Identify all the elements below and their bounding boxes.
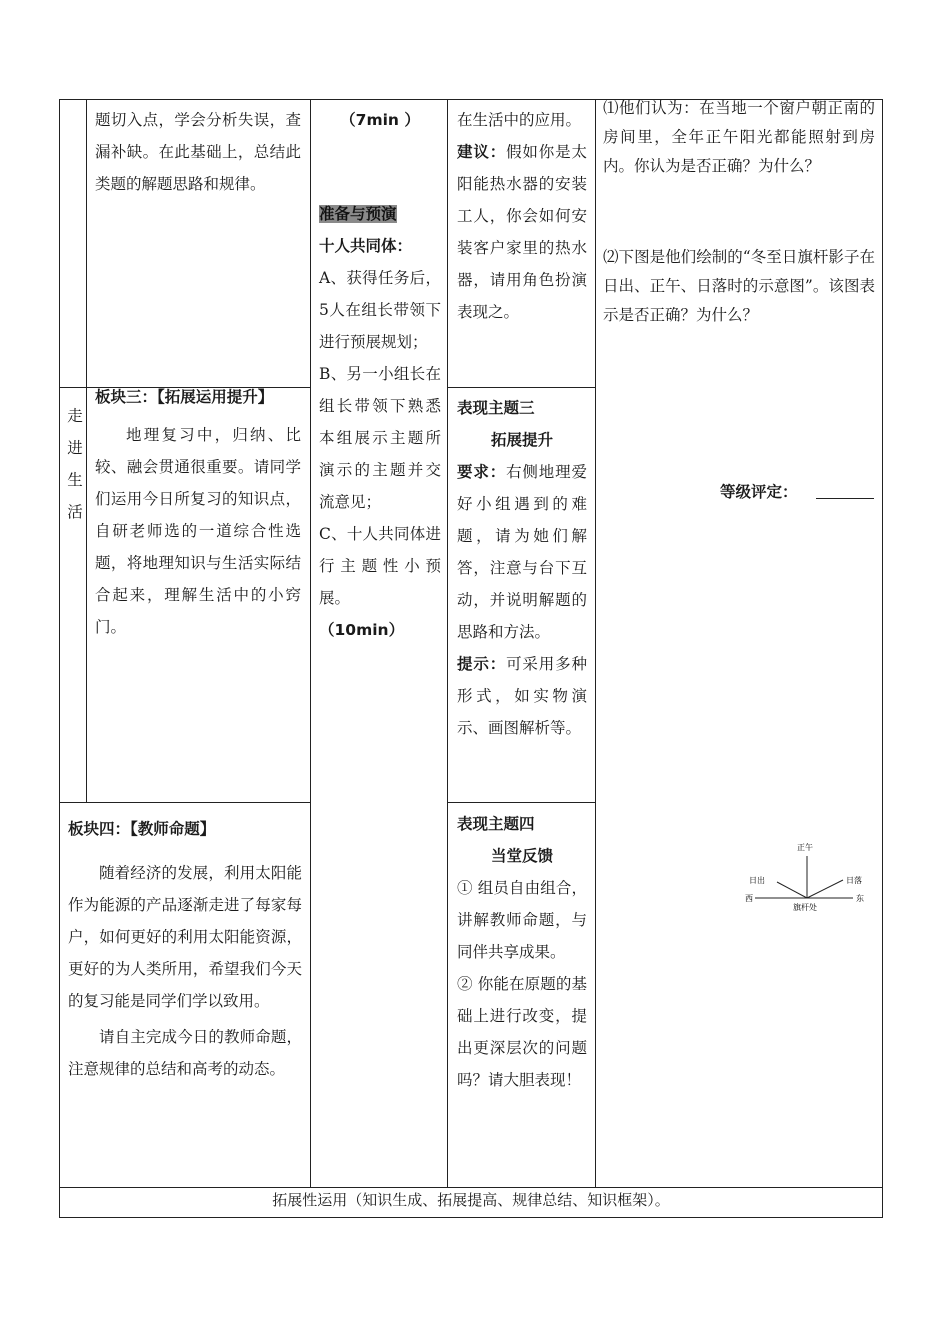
theme3-title: 表现主题三 — [457, 399, 535, 417]
block3-title: 板块三：【拓展运用提升】 — [95, 388, 274, 406]
side-label-char: 活 — [67, 503, 83, 521]
item-b: B、另一小组长在组长带领下熟悉本组展示主题所演示的主题并交流意见； — [319, 365, 441, 511]
east-label: 东 — [856, 894, 864, 903]
sunset-label: 日落 — [846, 876, 862, 885]
intro-text: 题切入点，学会分析失误，查漏补缺。在此基础上，总结此类题的解题思路和规律。 — [95, 111, 301, 193]
side-label-char: 走 — [67, 407, 83, 425]
col4-cell — [603, 94, 875, 330]
row-divider-block4 — [59, 802, 310, 803]
row-divider-theme4 — [447, 802, 595, 803]
table-right-border — [882, 99, 883, 1217]
sunset-shadow-line — [807, 880, 843, 898]
theme4-cell — [457, 808, 587, 1096]
feedback-item-1: ① 组员自由组合，讲解教师命题，与同伴共享成果。 — [457, 879, 587, 961]
prep-title: 准备与预演 — [319, 205, 397, 223]
side-label — [60, 400, 90, 528]
theme4-title: 表现主题四 — [457, 815, 535, 833]
row-divider-theme3 — [447, 387, 595, 388]
theme4-subtitle: 当堂反馈 — [490, 847, 553, 865]
block4-title: 板块四：【教师命题】 — [68, 820, 216, 838]
hint-label: 提示： — [457, 655, 507, 673]
footer-row: 拓展性运用（知识生成、拓展提高、规律总结、知识框架）。 — [272, 1191, 670, 1209]
block3-text: 地理复习中，归纳、比较、融会贯通很重要。请同学们运用今日所复习的知识点，自研老师选的一道综合性选题，将地理知识与生活实际结合起来，理解生活中的小窍门。 — [95, 426, 301, 636]
question-2: ⑵下图是他们绘制的“冬至日旗杆影子在日出、正午、日落时的示意图”。该图表示是否正确？为什么？ — [603, 248, 875, 324]
col3-top-cell — [457, 104, 587, 328]
requirement-label: 要求： — [457, 463, 507, 481]
side-label-char: 生 — [67, 471, 83, 489]
side-label-char: 进 — [67, 439, 83, 457]
pole-label: 旗杆处 — [793, 903, 817, 912]
life-application-text: 在生活中的应用。 — [457, 111, 582, 129]
grade-row — [720, 476, 880, 508]
sunrise-label: 日出 — [749, 876, 765, 885]
col3-divider — [447, 99, 448, 1187]
west-label: 西 — [745, 894, 753, 903]
grade-blank[interactable] — [816, 498, 874, 499]
grade-label: 等级评定： — [720, 483, 798, 501]
item-c: C、十人共同体进行主题性小预展。 — [319, 525, 441, 607]
feedback-item-2: ② 你能在原题的基础上进行改变，提出更深层次的问题吗？请大胆表现！ — [457, 975, 587, 1089]
question-1: ⑴他们认为：在当地一个窗户朝正南的房间里，全年正午阳光都能照射到房内。你认为是否正确？为什么？ — [603, 99, 875, 175]
sunrise-shadow-line — [777, 882, 807, 898]
suggest-text: 假如你是太阳能热水器的安装工人，你会如何安装客户家里的热水器，请用角色扮演表现之。 — [457, 143, 587, 321]
hint-text: 可采用多种形式，如实物演示、画图解析等。 — [457, 655, 587, 737]
group-title: 十人共同体： — [319, 237, 413, 255]
col2-divider — [310, 99, 311, 1187]
item-a: A、获得任务后，5人在组长带领下进行预展规划； — [319, 269, 441, 351]
theme3-cell — [457, 392, 587, 744]
intro-cell — [95, 104, 301, 200]
table-bottom-border — [59, 1217, 883, 1218]
col2-cell — [319, 104, 441, 646]
block4-para2: 请自主完成今日的教师命题，注意规律的总结和高考的动态。 — [68, 1028, 302, 1078]
time-10min: （10min） — [319, 621, 405, 639]
requirement-text: 右侧地理爱好小组遇到的难题，请为她们解答，注意与台下互动，并说明解题的思路和方法。 — [457, 463, 587, 641]
flagpole-shadow-diagram — [735, 838, 885, 918]
table-left-border — [59, 99, 60, 1217]
block3-cell — [95, 381, 301, 643]
time-7min: （7min ） — [340, 111, 420, 129]
noon-label: 正午 — [797, 843, 813, 852]
block4-cell — [68, 813, 302, 1085]
theme3-subtitle: 拓展提升 — [490, 431, 553, 449]
block4-para1: 随着经济的发展，利用太阳能作为能源的产品逐渐走进了每家每户，如何更好的利用太阳能资源，更好的为人类所用，希望我们今天的复习能是同学们学以致用。 — [68, 864, 302, 1010]
suggest-label: 建议： — [457, 143, 507, 161]
col4-divider — [595, 99, 596, 1187]
